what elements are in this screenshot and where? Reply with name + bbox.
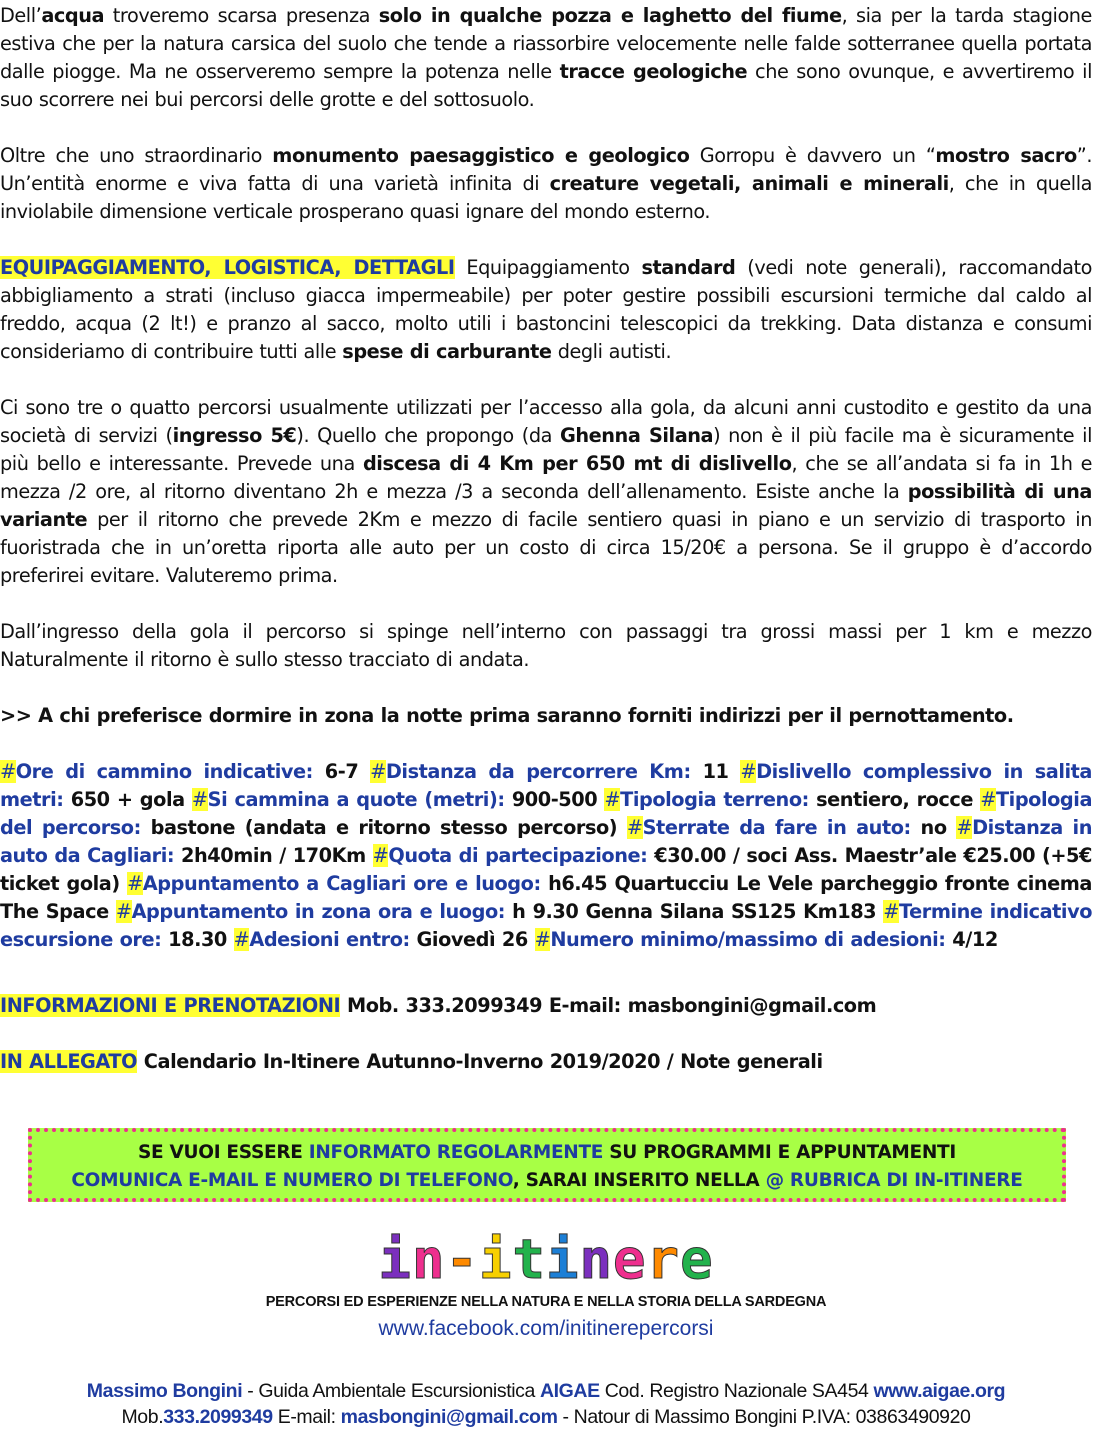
detail-label: Ore di cammino indicative: (15, 760, 313, 783)
bold-text: mostro sacro (935, 144, 1077, 167)
detail-label: Si cammina a quote (metri): (207, 788, 505, 811)
footer-line-2 (0, 1406, 1092, 1429)
detail-label: Termine indicativo escursione ore: (0, 900, 1093, 951)
detail-value: no (910, 816, 957, 839)
text: Dall’ingresso della gola il percorso si spinge nell’interno con passaggi tra grossi massi per 1 km e mezzo Naturalmente il ritorno è sullo stesso tracciato di andata. (0, 620, 1092, 671)
detail-value: h 9.30 Genna Silana SS125 Km183 (505, 900, 884, 923)
detail-value: 2h40min / 170Km (174, 844, 373, 867)
paragraph-pernottamento (0, 702, 1092, 730)
text: ) non è il più facile ma è sicuramente il più bello e interessante. Prevede una (0, 424, 1092, 475)
text: (vedi note generali), raccomandato abbigliamento a strati (incluso giacca impermeabile) per poter gestire possibili escursioni termiche dal caldo al freddo, acqua (2 lt!) e pranzo al sacco, molto utili i bastoncini telescopici da trekking. Data distanza e consumi consideriamo di contribuire tutti alle (0, 256, 1092, 363)
text: , che se all’andata si fa in 1h e mezza /2 ore, al ritorno diventano 2h e mezza /3 a seconda dell’allenamento. Esiste anche la (0, 452, 1092, 503)
contact-text: Mob. 333.2099349 E-mail: masbongini@gmail.com (340, 994, 877, 1017)
in-itinere-logo (0, 1230, 1092, 1290)
text: degli autisti. (551, 340, 672, 363)
detail-label: Numero minimo/massimo di adesioni: (550, 928, 946, 951)
hash-marker: # (0, 760, 16, 783)
bold-text: >> A chi preferisce dormire in zona la notte prima saranno forniti indirizzi per il pernottamento. (0, 704, 1014, 727)
banner-line-2 (32, 1167, 1062, 1195)
detail-value: 650 + gola (63, 788, 192, 811)
text: SE VUOI ESSERE (138, 1142, 309, 1163)
bold-text: monumento paesaggistico e geologico (272, 144, 690, 167)
aigae-label: AIGAE (539, 1380, 600, 1402)
hash-marker: # (883, 900, 899, 923)
detail-value: 11 (690, 760, 741, 783)
bold-text: tracce geologiche (559, 60, 748, 83)
text: E-mail: (272, 1406, 341, 1428)
attachment-text: Calendario In-Itinere Autunno-Inverno 2019/2020 / Note generali (137, 1050, 823, 1073)
paragraph-acqua (0, 2, 1092, 114)
text: Dell’ (0, 4, 42, 27)
bold-text: standard (641, 256, 736, 279)
detail-label: Quota di partecipazione: (388, 844, 648, 867)
hash-marker: # (534, 928, 551, 951)
hash-marker: # (604, 788, 621, 811)
bold-text: spese di carburante (342, 340, 552, 363)
detail-value: 4/12 (945, 928, 998, 951)
detail-label: Tipologia terreno: (620, 788, 809, 811)
bold-text: creature vegetali, animali e minerali (549, 172, 949, 195)
highlight-text: COMUNICA E-MAIL E NUMERO DI TELEFONO (71, 1170, 513, 1191)
paragraph-monumento (0, 142, 1092, 226)
hash-marker: # (233, 928, 250, 951)
detail-label: Appuntamento a Cagliari ore e luogo: (142, 872, 541, 895)
highlight-text: INFORMATO REGOLARMENTE (308, 1142, 604, 1163)
detail-value: €30.00 / soci Ass. Maestr’ale €25.00 (+5€ ticket gola) (0, 844, 1092, 895)
detail-value: h6.45 Quartucciu Le Vele parcheggio fronte cinema The Space (0, 872, 1092, 923)
section-heading-allegato: IN ALLEGATO (0, 1050, 138, 1073)
hash-marker: # (372, 844, 389, 867)
detail-value: Giovedì 26 (409, 928, 535, 951)
tagline: PERCORSI ED ESPERIENZE NELLA NATURA E NELLA STORIA DELLA SARDEGNA (265, 1294, 827, 1310)
text: , che in quella inviolabile dimensione verticale prosperano quasi ignare del mondo esterno. (0, 172, 1092, 223)
detail-label: Tipologia del percorso: (0, 788, 1093, 839)
footer-line-1 (0, 1380, 1092, 1403)
detail-value: sentiero, rocce (808, 788, 981, 811)
detail-value: 900-500 (504, 788, 605, 811)
hash-marker: # (956, 816, 973, 839)
hash-marker: # (115, 900, 132, 923)
text: per il ritorno che prevede 2Km e mezzo di facile sentiero quasi in piano e un servizio di trasporto in fuoristrada che in un’oretta riporta alle auto per un costo di circa 15/20€ a persona. Se il gruppo è d’accordo preferirei evitare. Valuteremo prima. (0, 508, 1092, 587)
subscribe-banner (28, 1128, 1066, 1202)
detail-label: Appuntamento in zona ora e luogo: (131, 900, 505, 923)
allegato-line (0, 1048, 1092, 1076)
bold-text: Ghenna Silana (559, 424, 714, 447)
phone-number[interactable]: 333.2099349 (163, 1406, 273, 1428)
bold-text: solo in qualche pozza e laghetto del fiume (378, 4, 842, 27)
text: Equipaggiamento (454, 256, 642, 279)
detail-label: Sterrate da fare in auto: (642, 816, 911, 839)
detail-label: Dislivello complessivo in salita metri: (0, 760, 1092, 811)
email-link[interactable]: masbongini@gmail.com (340, 1406, 558, 1428)
section-heading-equipaggiamento: EQUIPAGGIAMENTO, LOGISTICA, DETTAGLI (0, 256, 455, 279)
text: ). Quello che propongo (da (296, 424, 560, 447)
text: Gorropu è davvero un “ (689, 144, 936, 167)
detail-value: 6-7 (312, 760, 371, 783)
hash-marker: # (370, 760, 386, 783)
paragraph-equipaggiamento (0, 254, 1092, 366)
bold-text: possibilità di una variante (0, 480, 1092, 531)
text: ”. Un’entità enorme e viva fatta di una varietà infinita di (0, 144, 1092, 195)
text: , SARAI INSERITO NELLA (512, 1170, 766, 1191)
detail-value: 18.30 (161, 928, 234, 951)
facebook-link[interactable]: www.facebook.com/initinerepercorsi (378, 1317, 714, 1340)
info-line (0, 992, 1092, 1020)
hash-marker: # (626, 816, 643, 839)
text: troveremo scarsa presenza (104, 4, 379, 27)
text: Oltre che uno straordinario (0, 144, 273, 167)
logo-text: in-itinere (378, 1228, 714, 1291)
guide-name: Massimo Bongini (86, 1380, 243, 1402)
hash-marker: # (127, 872, 143, 895)
paragraph-ingresso-gola (0, 618, 1092, 674)
section-heading-informazioni: INFORMAZIONI E PRENOTAZIONI (0, 994, 341, 1017)
bold-text: ingresso 5€ (172, 424, 297, 447)
text: SU PROGRAMMI E APPUNTAMENTI (603, 1142, 956, 1163)
text: Mob. (121, 1406, 164, 1428)
detail-value: bastone (andata e ritorno stesso percorso) (140, 816, 627, 839)
detail-label: Distanza da percorrere Km: (385, 760, 691, 783)
trip-details (0, 758, 1092, 954)
text: - Natour di Massimo Bongini P.IVA: 03863490920 (557, 1406, 971, 1428)
aigae-website-link[interactable]: www.aigae.org (873, 1380, 1006, 1402)
hash-marker: # (191, 788, 208, 811)
highlight-text: @ RUBRICA DI IN-ITINERE (765, 1170, 1023, 1191)
paragraph-percorsi (0, 394, 1092, 590)
hash-marker: # (740, 760, 757, 783)
text: , sia per la tarda stagione estiva che per la natura carsica del suolo che tende a riassorbire velocemente nelle falde sotterranee quella portata dalle piogge. Ma ne osserveremo sempre la potenza nelle (0, 4, 1092, 83)
bold-text: acqua (41, 4, 105, 27)
bold-text: discesa di 4 Km per 650 mt di dislivello (362, 452, 792, 475)
detail-label: Distanza in auto da Cagliari: (0, 816, 1092, 867)
text: Ci sono tre o quatto percorsi usualmente utilizzati per l’accesso alla gola, da alcuni anni custodito e gestito da una società di servizi ( (0, 396, 1092, 447)
detail-label: Adesioni entro: (249, 928, 410, 951)
text: Cod. Registro Nazionale SA454 (599, 1380, 874, 1402)
banner-line-1 (32, 1139, 1062, 1167)
text: - Guida Ambientale Escursionistica (242, 1380, 540, 1402)
text: che sono ovunque, e avvertiremo il suo scorrere nei bui percorsi delle grotte e del sottosuolo. (0, 60, 1092, 111)
hash-marker: # (980, 788, 996, 811)
